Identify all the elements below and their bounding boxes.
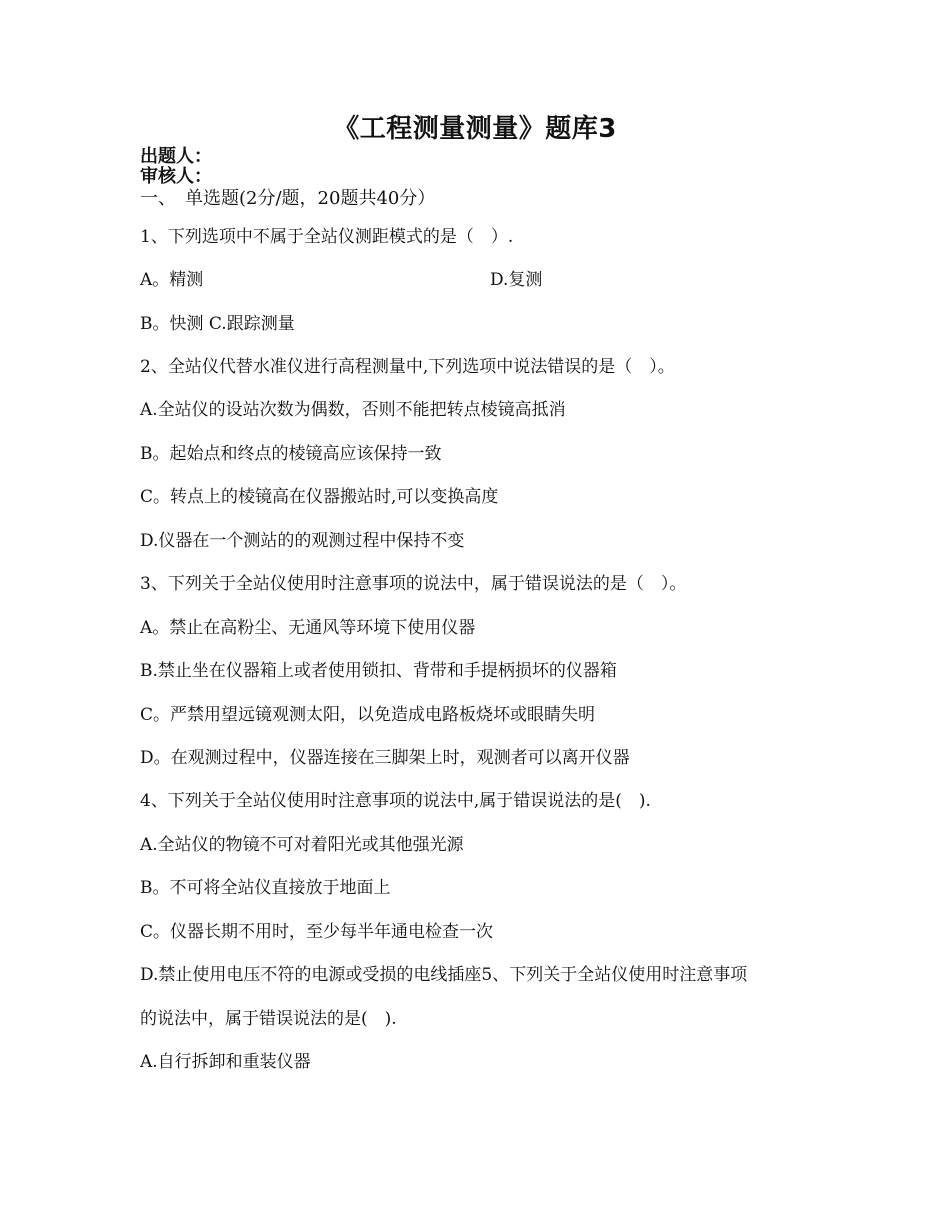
option-3a: A。禁止在高粉尘、无通风等环境下使用仪器 (140, 618, 476, 638)
option-1bc: B。快测 C.跟踪测量 (140, 314, 295, 334)
option-2c: C。转点上的棱镜高在仪器搬站时,可以变换高度 (140, 487, 499, 507)
question-1: 1、下列选项中不属于全站仪测距模式的是（ ）. (140, 227, 514, 247)
option-3d: D。在观测过程中，仪器连接在三脚架上时，观测者可以离开仪器 (140, 748, 630, 768)
option-1d: D.复测 (490, 270, 543, 290)
option-5a: A.自行拆卸和重装仪器 (140, 1052, 311, 1072)
option-3c: C。严禁用望远镜观测太阳，以免造成电路板烧坏或眼睛失明 (140, 705, 596, 725)
option-4d-and-question-5: D.禁止使用电压不符的电源或受损的电线插座5、下列关于全站仪使用时注意事项 (140, 965, 748, 985)
question-2: 2、全站仪代替水准仪进行高程测量中,下列选项中说法错误的是（ ）。 (140, 357, 675, 377)
question-4: 4、下列关于全站仪使用时注意事项的说法中,属于错误说法的是( ). (140, 791, 651, 811)
option-2d: D.仪器在一个测站的的观测过程中保持不变 (140, 531, 465, 551)
section-heading: 一、 单选题(2分/题，20题共40分） (140, 188, 436, 209)
option-4a: A.全站仪的物镜不可对着阳光或其他强光源 (140, 835, 464, 855)
reviewer-label: 审核人： (140, 166, 212, 187)
question-5-continued: 的说法中，属于错误说法的是( ). (140, 1009, 397, 1029)
option-4b: B。不可将全站仪直接放于地面上 (140, 878, 391, 898)
option-1a: A。精测 (140, 270, 204, 290)
option-2a: A.全站仪的设站次数为偶数，否则不能把转点棱镜高抵消 (140, 400, 566, 420)
option-4c: C。仪器长期不用时，至少每半年通电检查一次 (140, 922, 494, 942)
document-title: 《工程测量测量》题库3 (333, 114, 617, 144)
option-3b: B.禁止坐在仪器箱上或者使用锁扣、背带和手提柄损坏的仪器箱 (140, 661, 617, 681)
question-3: 3、下列关于全站仪使用时注意事项的说法中，属于错误说法的是（ ）。 (140, 574, 687, 594)
option-2b: B。起始点和终点的棱镜高应该保持一致 (140, 444, 442, 464)
author-label: 出题人： (140, 146, 212, 167)
